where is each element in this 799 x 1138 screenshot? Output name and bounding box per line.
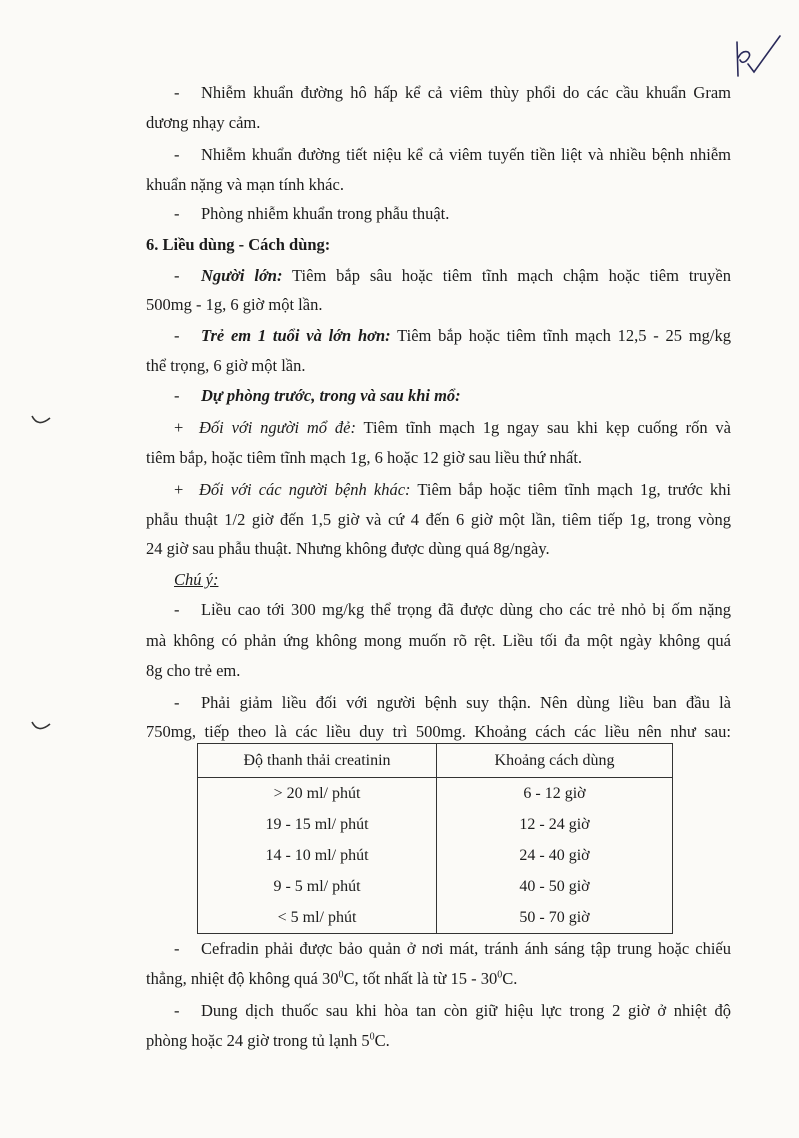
table-header: Độ thanh thải creatinin	[198, 744, 437, 778]
text-line: 750mg, tiếp theo là các liều duy trì 500mg. Khoảng cách các liều nên như sau:	[146, 722, 731, 741]
text-line: phẫu thuật 1/2 giờ đến 1,5 giờ và cứ 4 đến 6 giờ một lần, tiêm tiếp 1g, trong vòng	[146, 510, 731, 529]
text-line: dương nhạy cảm.	[146, 113, 261, 132]
text-line: phòng hoặc 24 giờ trong tủ lạnh $5^0C$.	[146, 1031, 390, 1050]
bullet-line: - Dự phòng trước, trong và sau khi mổ:	[174, 386, 461, 405]
text-line: 8g cho trẻ em.	[146, 661, 241, 680]
table-cell: < 5 ml/ phút	[198, 902, 437, 934]
table-cell: 14 - 10 ml/ phút	[198, 840, 437, 871]
bullet-line: - Trẻ em 1 tuổi và lớn hơn: Tiêm bắp hoặc tiêm tĩnh mạch 12,5 - 25 mg/kg	[174, 326, 731, 345]
text-line: 500mg - 1g, 6 giờ một lần.	[146, 295, 323, 314]
table-cell: 40 - 50 giờ	[437, 871, 673, 902]
table-row	[198, 840, 673, 871]
bullet-line: - Phòng nhiễm khuẩn trong phẫu thuật.	[174, 204, 450, 223]
text-line: tiêm bắp, hoặc tiêm tĩnh mạch 1g, 6 hoặc 12 giờ sau liều thứ nhất.	[146, 448, 583, 467]
table-cell: > 20 ml/ phút	[198, 778, 437, 810]
creatinine-clearance-table	[197, 743, 673, 934]
table-cell: 6 - 12 giờ	[437, 778, 673, 810]
handwritten-initials-mark	[728, 28, 792, 80]
bullet-line: - Nhiễm khuẩn đường tiết niệu kể cả viêm tuyến tiền liệt và nhiều bệnh nhiễm	[174, 145, 731, 164]
table-cell: 9 - 5 ml/ phút	[198, 871, 437, 902]
plus-line: + Đối với người mổ đẻ: Tiêm tĩnh mạch 1g ngay sau khi kẹp cuống rốn và	[174, 418, 731, 437]
table-header: Khoảng cách dùng	[437, 744, 673, 778]
text-line: 24 giờ sau phẫu thuật. Nhưng không được dùng quá 8g/ngày.	[146, 539, 550, 558]
table-cell: 24 - 40 giờ	[437, 840, 673, 871]
note-label: Chú ý:	[174, 570, 219, 589]
table-cell: 50 - 70 giờ	[437, 902, 673, 934]
table-row	[198, 809, 673, 840]
table-row	[198, 871, 673, 902]
text-line: thể trọng, 6 giờ một lần.	[146, 356, 306, 375]
bullet-line: - Phải giảm liều đối với người bệnh suy thận. Nên dùng liều ban đầu là	[174, 693, 731, 712]
table-row	[198, 778, 673, 810]
table-header-row	[198, 744, 673, 778]
plus-line: + Đối với các người bệnh khác: Tiêm bắp hoặc tiêm tĩnh mạch 1g, trước khi	[174, 480, 732, 499]
section-heading: 6. Liều dùng - Cách dùng:	[146, 235, 331, 254]
table-row	[198, 902, 673, 934]
bullet-line: - Liều cao tới 300 mg/kg thể trọng đã được dùng cho các trẻ nhỏ bị ốm nặng	[174, 600, 731, 619]
text-line: mà không có phản ứng không mong muốn rõ rệt. Liều tối đa một ngày không quá	[146, 631, 731, 650]
text-line: khuẩn nặng và mạn tính khác.	[146, 175, 344, 194]
table-cell: 12 - 24 giờ	[437, 809, 673, 840]
bullet-line: - Dung dịch thuốc sau khi hòa tan còn giữ hiệu lực trong 2 giờ ở nhiệt độ	[174, 1001, 731, 1020]
table-cell: 19 - 15 ml/ phút	[198, 809, 437, 840]
punch-hole-mark	[28, 716, 56, 738]
bullet-line: - Người lớn: Tiêm bắp sâu hoặc tiêm tĩnh mạch chậm hoặc tiêm truyền	[174, 266, 731, 285]
text-line: thẳng, nhiệt độ không quá $30^0C$, tốt nhất là từ $15 - 30^0C$.	[146, 969, 518, 988]
punch-hole-mark	[28, 410, 56, 432]
bullet-line: - Nhiễm khuẩn đường hô hấp kể cả viêm thùy phổi do các cầu khuẩn Gram	[174, 83, 731, 102]
bullet-line: - Cefradin phải được bảo quản ở nơi mát, tránh ánh sáng tập trung hoặc chiếu	[174, 939, 731, 958]
